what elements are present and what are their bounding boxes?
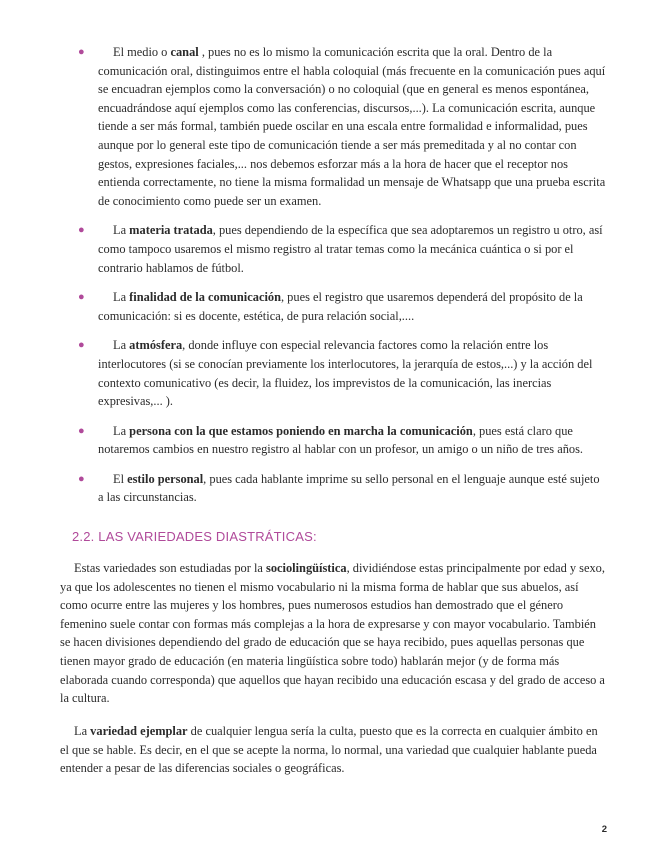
list-item xyxy=(78,470,608,507)
text-run: , donde influye con especial relevancia factores como la relación entre los interlocutores (si se conocían previamente los interlocutores, la jerarquía de estos,...) y la acción del contexto comunicativo (es decir, la fluidez, los imprevistos de la comunicación, las inercias expresivas,... ). xyxy=(98,338,593,409)
text-run: , pues el registro que usaremos dependerá del propósito de la comunicación: si es docente, estética, de pura relación social,.... xyxy=(98,290,583,323)
text-run: El xyxy=(113,471,128,486)
bullet-icon: ● xyxy=(78,224,85,237)
list-item xyxy=(78,336,608,410)
text-run: Estas variedades son estudiadas por la xyxy=(74,561,267,575)
bold-term: persona con la que estamos poniendo en marcha la comunicación xyxy=(129,423,473,438)
list-item-text xyxy=(98,288,608,325)
text-run: La xyxy=(113,290,130,305)
text-run: , pues dependiendo de la específica que sea adoptaremos un registro u otro, así como tampoco usaremos el mismo registro al tratar temas como la mecánica cuántica o si por el contrario hablamos de fútbol. xyxy=(98,223,603,275)
text-run: de cualquier lengua sería la culta, puesto que es la correcta en cualquier ámbito en el que se hable. Es decir, en el que se acepte la norma, lo normal, una variedad que cualquier hablante pueda entender a pesar de las diferencias sociales o geográficas. xyxy=(60,724,598,776)
text-run: , pues cada hablante imprime su sello personal en el lenguaje aunque esté sujeto a las circunstancias. xyxy=(98,471,600,505)
bullet-icon: ● xyxy=(78,46,85,58)
section-heading: 2.2. LAS VARIEDADES DIASTRÁTICAS: xyxy=(72,529,317,544)
bullet-icon: ● xyxy=(78,472,85,485)
list-item-text xyxy=(98,422,608,459)
page-number: 2 xyxy=(601,824,607,835)
list-item xyxy=(78,288,608,325)
bold-term: materia tratada xyxy=(129,223,213,238)
text-run: La xyxy=(113,223,130,238)
body-paragraph xyxy=(60,722,608,778)
list-item-text xyxy=(98,221,608,277)
list-item-text xyxy=(98,336,608,410)
list-item xyxy=(78,43,608,210)
bold-term: atmósfera xyxy=(129,338,183,353)
text-run: , pues no es lo mismo la comunicación escrita que la oral. Dentro de la comunicación oral, distinguimos entre el habla coloquial (más frecuente en la comunicación pues aquí se encuadran ejemplos como la conversación) o no coloquial (que en general es menos espontánea, encuadrándose aquí ejemplos como las conferencias, discursos,...). La comunicación escrita, aunque tiende a ser más formal, también puede oscilar en una escala entre formalidad e informalidad, pues aunque por lo general este tipo de comunicación tiende a ser más premeditada y al no contar con gestos, expresiones faciales,... nos debemos esforzar más a la hora de hacer que el receptor nos entienda correctamente, no tiene la misma formalidad un mensaje de Whatsapp que una prueba escrita de conocimiento como puede ser un examen. xyxy=(98,45,606,208)
text-run: La xyxy=(113,423,130,438)
list-item xyxy=(78,221,608,277)
text-run: , pues está claro que notaremos cambios en nuestro registro al hablar con un profesor, un amigo o un niño de tres años. xyxy=(98,423,584,457)
list-item-text xyxy=(98,470,608,507)
list-item-text xyxy=(98,43,608,210)
bullet-icon: ● xyxy=(78,291,85,304)
bold-term: canal xyxy=(170,45,199,59)
text-run: El medio o xyxy=(113,45,171,59)
text-run: , dividiéndose estas principalmente por edad y sexo, ya que los adolescentes no tienen el mismo vocabulario ni la misma forma de hablar que sus abuelos, así como ocurre entre las mujeres y los hombres, pues numerosos estudios han demostrado que el género femenino suele contar con formas más complejas a la hora de expresarse y con mayor vocabulario. También se hacen divisiones dependiendo del grado de educación que se haya recibido, pues aquellas personas que tienen mayor grado de educación (en materia lingüística sobre todo) hablarán mejor (y de forma más elaborada cuando corresponda) que aquellos que hayan recibido una educación escasa y del grado de acceso a la cultura. xyxy=(60,561,605,706)
text-run: La xyxy=(74,724,91,738)
bold-term: variedad ejemplar xyxy=(90,724,188,738)
bold-term: sociolingüística xyxy=(266,561,347,575)
bullet-icon: ● xyxy=(78,339,85,352)
list-item xyxy=(78,422,608,459)
bold-term: finalidad de la comunicación xyxy=(129,290,281,305)
bullet-list xyxy=(78,43,608,518)
bullet-icon: ● xyxy=(78,424,85,437)
text-run: La xyxy=(113,338,130,353)
bold-term: estilo personal xyxy=(127,471,204,486)
body-paragraph xyxy=(60,559,608,708)
